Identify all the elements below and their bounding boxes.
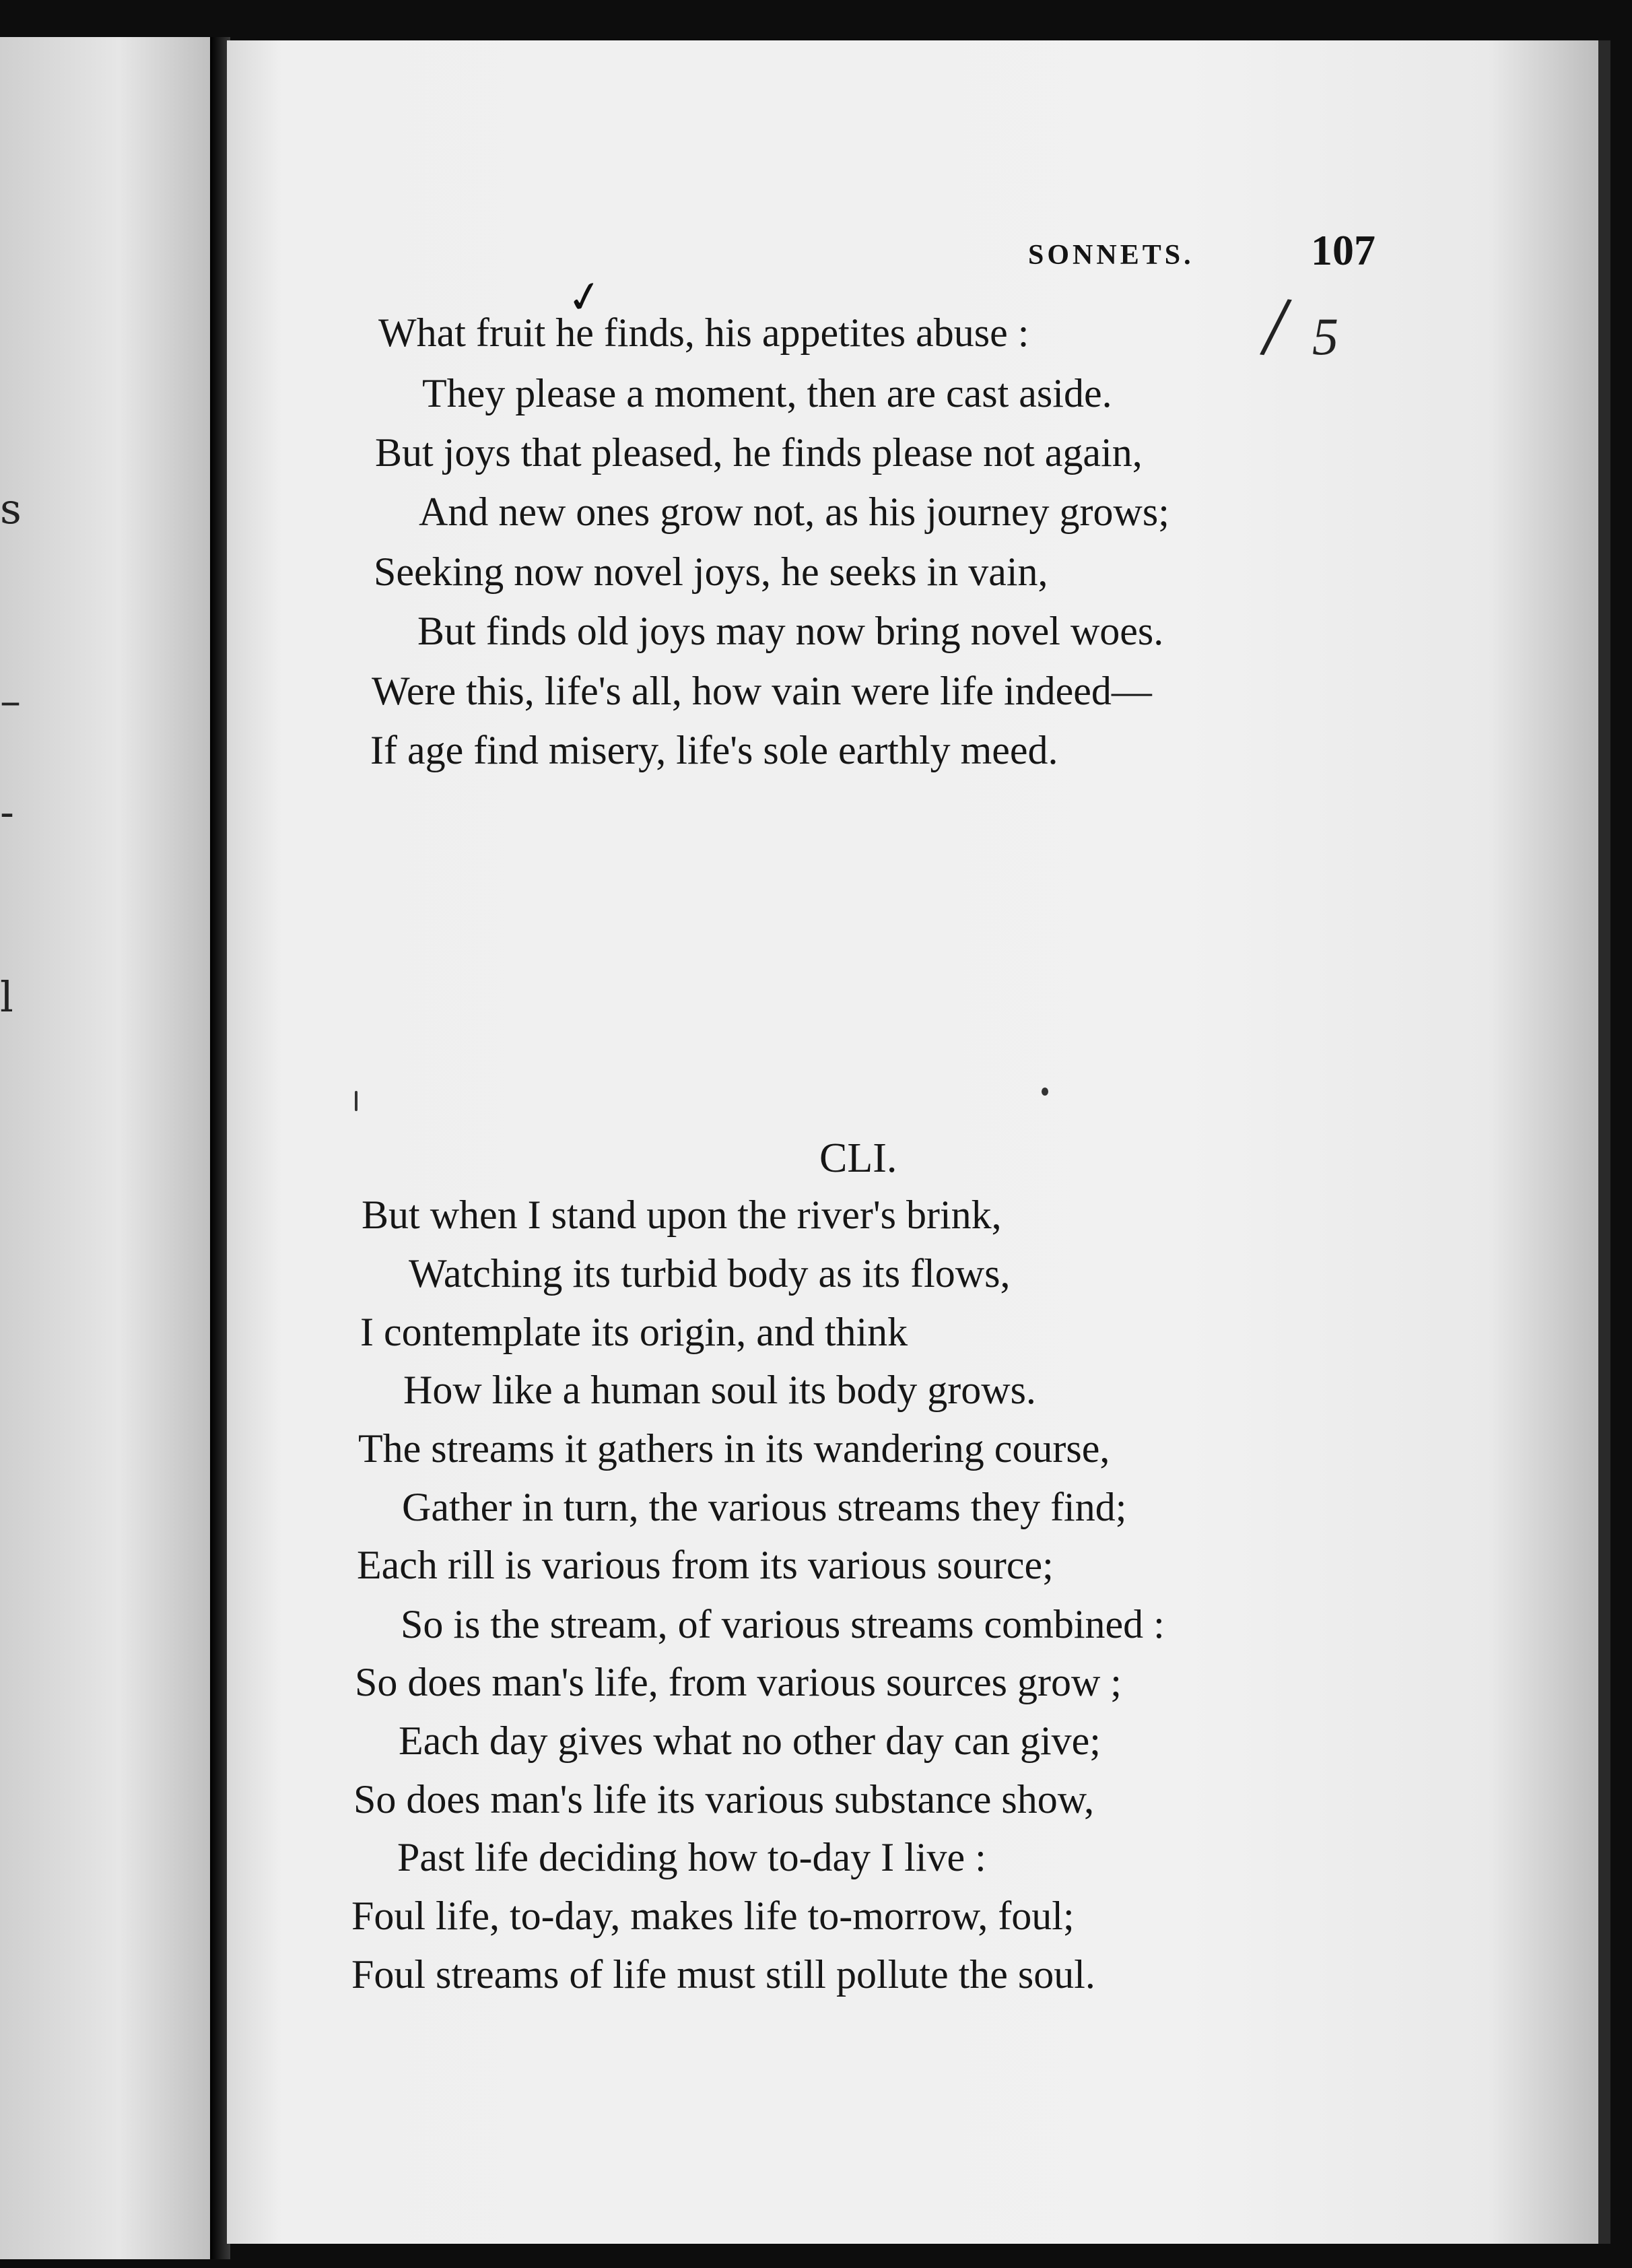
poem-line: I contemplate its origin, and think xyxy=(360,1310,908,1354)
poem-line: They please a moment, then are cast aside. xyxy=(422,371,1112,415)
left-page-glyph: - xyxy=(0,787,14,836)
sonnet-heading: CLI. xyxy=(819,1135,897,1181)
poem-line: So does man's life its various substance show, xyxy=(353,1777,1095,1822)
poem-line: Past life deciding how to-day I live : xyxy=(397,1835,986,1879)
poem-line: But when I stand upon the river's brink, xyxy=(362,1193,1002,1237)
poem-line: How like a human soul its body grows. xyxy=(403,1368,1036,1412)
poem-line: Each rill is various from its various source; xyxy=(357,1543,1054,1587)
poem-line: Each day gives what no other day can give; xyxy=(399,1719,1101,1763)
check-mark-icon: ✓ xyxy=(562,269,607,326)
poem-line: So does man's life, from various sources grow ; xyxy=(355,1660,1122,1704)
poem-line: But finds old joys may now bring novel woes. xyxy=(417,609,1164,653)
running-head: SONNETS. xyxy=(1028,240,1194,271)
ink-speck xyxy=(1042,1088,1048,1096)
left-page-glyph: l xyxy=(0,972,13,1022)
left-page-glyph: – xyxy=(0,676,21,725)
margin-note: 5 xyxy=(1312,307,1338,366)
left-page-glyph: s xyxy=(0,484,22,533)
poem-line: Seeking now novel joys, he seeks in vain, xyxy=(374,549,1048,594)
poem-line: The streams it gathers in its wandering course, xyxy=(358,1426,1110,1471)
poem-line: Were this, life's all, how vain were life indeed— xyxy=(372,669,1152,713)
page-number: 107 xyxy=(1311,226,1375,274)
poem-line: Gather in turn, the various streams they find; xyxy=(402,1485,1127,1529)
poem-line: But joys that pleased, he finds please not again, xyxy=(375,430,1143,475)
poem-line: Watching its turbid body as its flows, xyxy=(409,1251,1011,1296)
poem-line: And new ones grow not, as his journey grows; xyxy=(419,490,1169,534)
poem-line: So is the stream, of various streams combined : xyxy=(401,1602,1165,1646)
poem-line: Foul life, to-day, makes life to-morrow, foul; xyxy=(351,1894,1075,1938)
poem-line: Foul streams of life must still pollute the soul. xyxy=(351,1952,1095,1997)
ink-speck xyxy=(355,1091,358,1111)
margin-slash-mark: / xyxy=(1257,277,1295,376)
poem-line: What fruit he finds, his appetites abuse : xyxy=(378,310,1029,355)
poem-line: If age find misery, life's sole earthly meed. xyxy=(370,728,1058,772)
left-page-edge xyxy=(0,37,224,2259)
right-page xyxy=(227,40,1610,2244)
